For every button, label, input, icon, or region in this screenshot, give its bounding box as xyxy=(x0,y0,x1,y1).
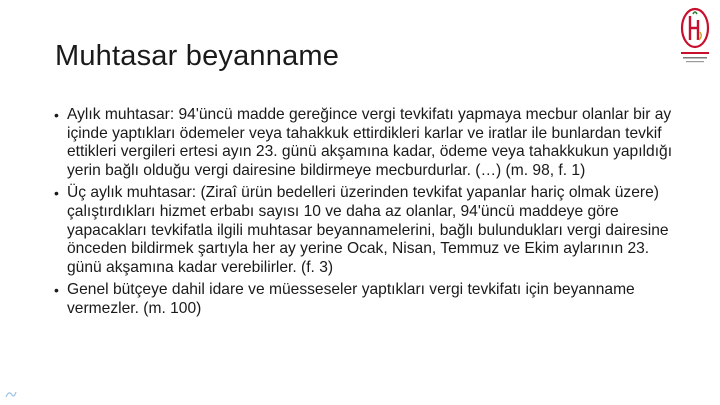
bullet-marker: • xyxy=(54,185,59,202)
bullet-list xyxy=(54,106,674,323)
slide-title: Muhtasar beyanname xyxy=(55,40,340,72)
university-logo-icon xyxy=(677,6,713,68)
bullet-text: Üç aylık muhtasar: (Ziraî ürün bedelleri üzerinden tevkifat yapanlar hariç olmak üzere) çalıştırdıkları hizmet erbabı sayısı 10 ve daha az olanlar, 94'üncü maddeye göre yapacakları tevkifatla ilgili muhtasar beyannamelerini, bağlı bulundukları vergi dairesine önceden bildirmek şartıyla her ay yerine Ocak, Nisan, Temmuz ve Ekim aylarının 23. günü akşamına kadar verebilirler. (f. 3) xyxy=(67,184,669,276)
bullet-item xyxy=(54,281,674,318)
bullet-item xyxy=(54,106,674,180)
bullet-text: Aylık muhtasar: 94'üncü madde gereğince vergi tevkifatı yapmaya mecbur olanlar bir ay içinde yaptıkları ödemeler veya tahakkuk ettirdikleri karlar ve iratlar ile bunlardan tevkif ettikleri vergileri ertesi ayın 23. günü akşamına kadar, ödeme veya tahakkukun yapıldığı yerin bağlı olduğu vergi dairesine bildirmeye mecburdurlar. (…) (m. 98, f. 1) xyxy=(67,106,673,179)
bullet-item xyxy=(54,184,674,277)
corner-mark-icon xyxy=(4,388,18,400)
bullet-text: Genel bütçeye dahil idare ve müesseseler yaptıkları vergi tevkifatı için beyanname vermezler. (m. 100) xyxy=(67,281,635,317)
bullet-marker: • xyxy=(54,282,59,299)
bullet-marker: • xyxy=(54,107,59,123)
